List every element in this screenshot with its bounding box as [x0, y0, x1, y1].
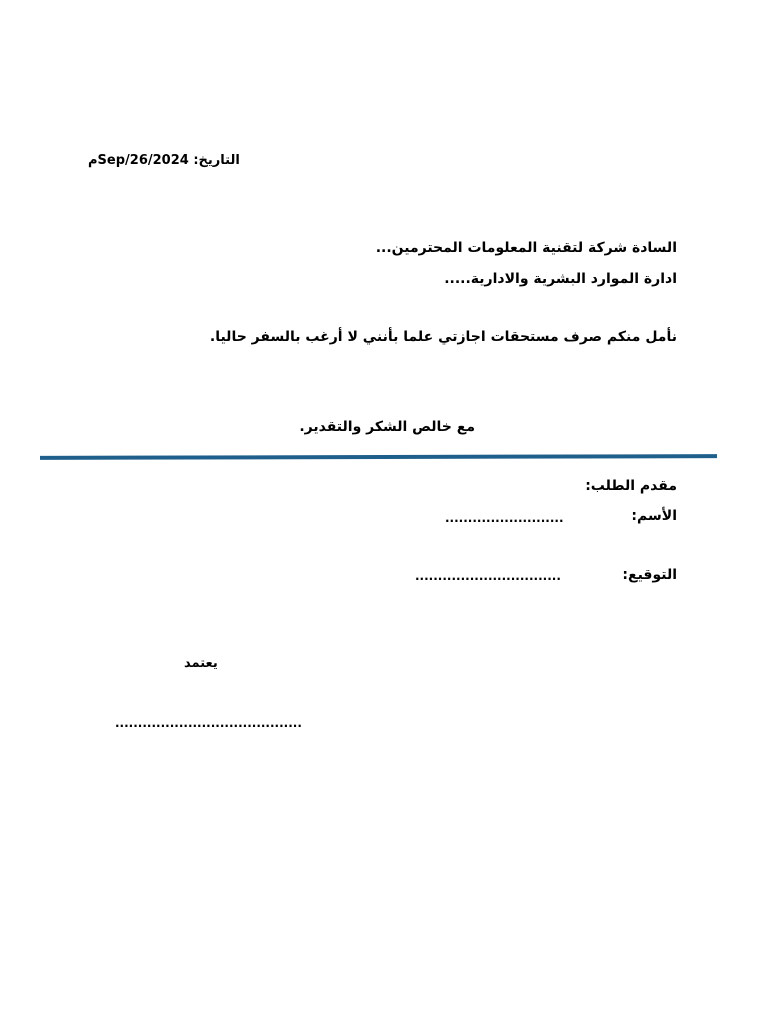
request-body-text: نأمل منكم صرف مستحقات اجازتي علما بأنني لا أرغب بالسفر حاليا. [209, 329, 677, 345]
applicant-heading: مقدم الطلب: [585, 478, 677, 494]
name-blank-line: .......................... [445, 511, 564, 525]
closing-text: مع خالص الشكر والتقدير. [299, 419, 475, 435]
signature-blank-line: ................................ [415, 569, 561, 583]
name-label: الأسم: [631, 508, 677, 524]
recipient-line-company: السادة شركة لتقنية المعلومات المحترمين... [375, 240, 677, 256]
date-line: التاريخ: 26/2024/Sepم [88, 153, 240, 168]
recipient-line-department: ادارة الموارد البشرية والادارية..... [444, 271, 677, 287]
approval-blank-line: ......................................... [115, 716, 302, 730]
approval-label: يعتمد [184, 656, 218, 671]
section-divider [40, 454, 717, 460]
signature-label: التوقيع: [622, 567, 677, 583]
